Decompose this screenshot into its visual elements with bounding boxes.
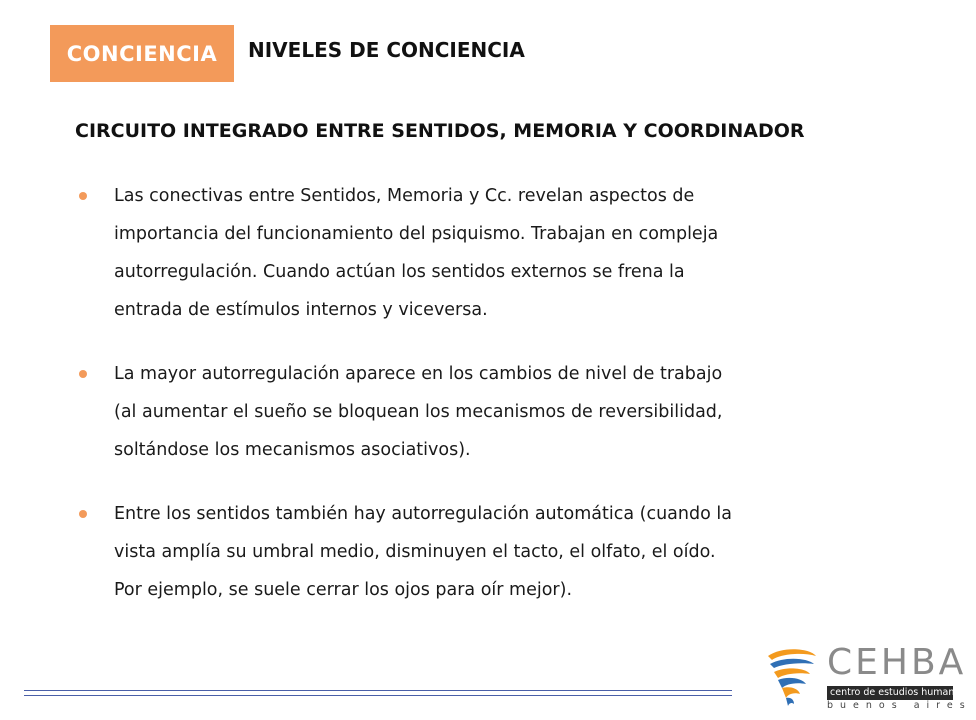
bullet-line: Las conectivas entre Sentidos, Memoria y Cc. revelan aspectos de — [114, 186, 695, 206]
bullet-dot-icon — [79, 370, 87, 378]
logo-subtitle: centro de estudios humanistas — [827, 686, 953, 700]
bullet-line: importancia del funcionamiento del psiquismo. Trabajan en compleja — [114, 224, 719, 244]
bullet-line: (al aumentar el sueño se bloquean los mecanismos de reversibilidad, — [114, 402, 723, 422]
bullet-line: La mayor autorregulación aparece en los cambios de nivel de trabajo — [114, 364, 723, 384]
bullet-item-1 — [75, 177, 895, 329]
logo-city: buenos aires — [827, 700, 972, 711]
cehba-logo — [762, 642, 976, 711]
slide-subtitle: CIRCUITO INTEGRADO ENTRE SENTIDOS, MEMORIA Y COORDINADOR — [75, 120, 805, 142]
section-tag: CONCIENCIA — [50, 25, 234, 82]
logo-name: CEHBA — [827, 642, 967, 683]
bullet-list — [75, 177, 895, 635]
bullet-item-2 — [75, 355, 895, 469]
bullet-item-3 — [75, 495, 895, 609]
swirl-logo-icon — [762, 642, 822, 710]
bullet-line: Por ejemplo, se suele cerrar los ojos para oír mejor). — [114, 580, 573, 600]
bullet-line: entrada de estímulos internos y viceversa. — [114, 300, 488, 320]
bullet-line: autorregulación. Cuando actúan los sentidos externos se frena la — [114, 262, 685, 282]
bullet-dot-icon — [79, 192, 87, 200]
bullet-line: Entre los sentidos también hay autorregulación automática (cuando la — [114, 504, 732, 524]
bullet-line: vista amplía su umbral medio, disminuyen el tacto, el olfato, el oído. — [114, 542, 716, 562]
bullet-dot-icon — [79, 510, 87, 518]
footer-divider — [24, 690, 732, 700]
bullet-line: soltándose los mecanismos asociativos). — [114, 440, 471, 460]
page-title: NIVELES DE CONCIENCIA — [248, 38, 525, 62]
